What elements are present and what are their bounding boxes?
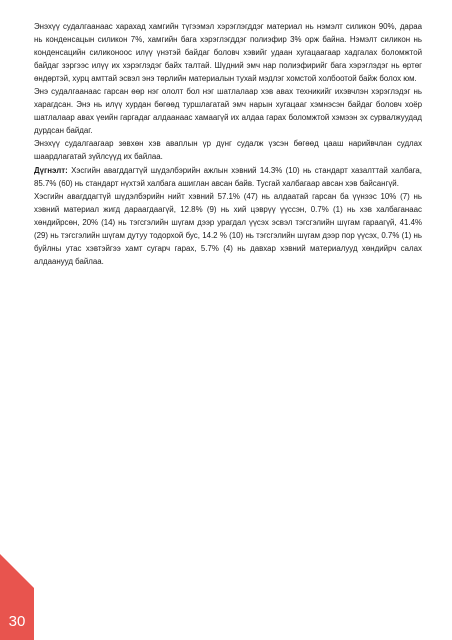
document-body [34,20,422,268]
conclusion-label: Дүгнэлт: [34,165,68,175]
paragraph-conclusion [34,164,422,190]
page-number: 30 [8,613,26,630]
paragraph-results-technique: Энэ судалгаанаас гарсан өөр нэг ололт бол нэг шатлалаар хэв авах техникийг ихэвчлэн хэрэглэдэг нь харагдсан. Энэ нь илүү хурдан бөгөөд туршлагатай эмч нарын хугацааг хэмнэсэн байдаг боловч хоёр шатлалаар авах үеийн гаргадаг алдаанаас хамаагүй их алдаа гарах боломжтой хэмээн эх сурвалжуудад дурдсан байдаг. [34,87,422,136]
page-corner-badge [0,554,34,640]
conclusion-text: Хэсгийн авагддагтүй шүдэлбэрийн ажлын хэвний 14.3% (10) нь стандарт хазалттай халбага, 85.7% (60) нь стандарт нүхтэй халбага ашиглан авсан байв. Тусгай халбагаар авсан хэв байсангүй. [34,165,422,188]
paragraph-results-scope: Энэхүү судалгаагаар зөвхөн хэв аваплын үр дүнг судалж үзсэн бөгөөд цааш нарийвчлан судлах шаардлагатай зүйлсүүд их байлаа. [34,139,422,162]
paragraph-results-materials: Энэхүү судалгаанаас харахад хамгийн түгээмэл хэрэглэгддэг материал нь нэмэлт силикон 90%, дараа нь конденсацын силикон 7%, хамгийн бага хэрэглэгддэг полиэфир 3% орж байна. Нэмэлт силикон нь конденсацийн силиконоос илүү үнэтэй байдаг боловч хэвийг удаан хугацаагаар хадгалах боломжтой байдаг зэргээс илүү их хэрэглэдэг байх талтай. Шүдний эмч нар полиэфирийг бага хэрэглэдэг нь өртөг өндөртэй, хурц амттай эсвэл энэ төрлийн материалын тухай мэдлэг хомстой холбоотой байж болох юм. [34,22,422,84]
paragraph-final: Хэсгийн авагддагтүй шүдэлбэрийн нийт хэвний 57.1% (47) нь алдаатай гарсан ба үүнээс 10% (7) нь хэвний материал жигд дараагдаагүй, 12.8% (9) нь хий цэврүү үүссэн, 0.7% (1) нь хэв халбаганаас хөндийрсөн, 20% (14) нь тэгсгэлийн шүгам дээр урагдал үүсэх эсвэл тэгсгэлийн шүгам гараагүй, 41.4% (29) нь тэгсгэлийн шүгам дутуу тодорхой бус, 14.2 % (10) нь тэгсгэлийн шүгам дээр пор үүсэх, 0.7% (1) нь буйлны утас хэвтэйгээ хамт сугарч гарах, 5.7% (4) нь давхар хэвний материалууд хөндийрч салах алдаанууд байлаа. [34,191,422,266]
